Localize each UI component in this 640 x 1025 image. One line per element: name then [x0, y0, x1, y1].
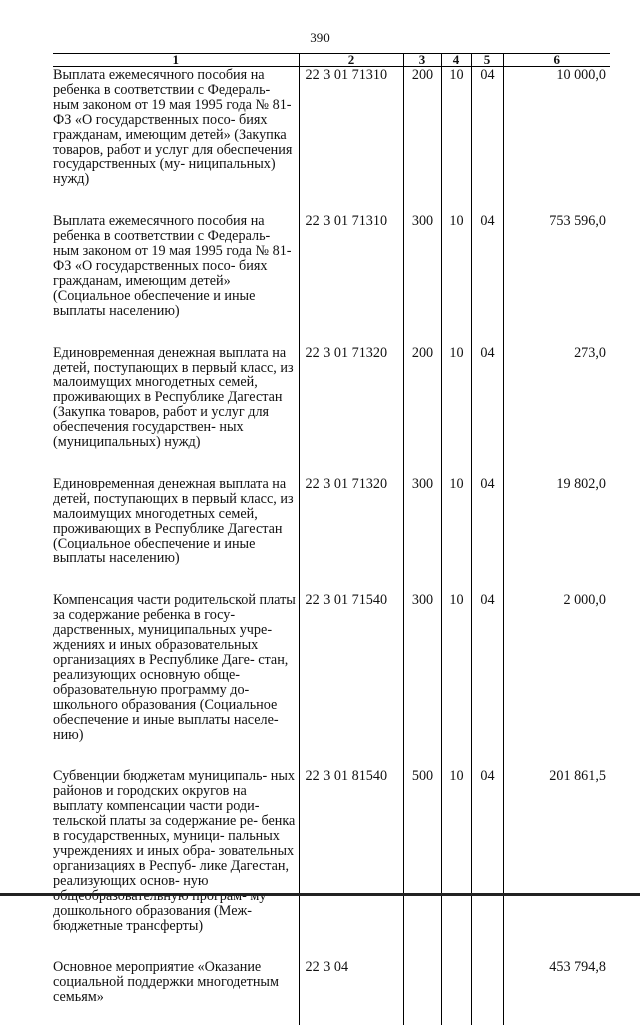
column-header: 1 [53, 54, 299, 67]
row-subsection: 04 [471, 67, 503, 214]
row-description: Выплата ежемесячного пособия на ребенка в соответствии с Федераль- ным законом от 19 мая 1995 года № 81-ФЗ «О государственных посо- биях гражданам, имеющим детей» (Закупка товаров, работ и услуг для обеспечения государственных (му- ниципальных) нужд) [53, 67, 293, 188]
row-expense-type: 200 [403, 67, 441, 214]
row-subsection: 04 [471, 476, 503, 592]
column-header: 3 [403, 54, 441, 67]
row-description: Субвенции бюджетам муниципаль- ных районов и городских округов на выплату компенсации части роди- тельской платы за содержание ре- бенка в государственных, муници- пальных учреждениях и иных обра- зовательных организациях в Респуб- лике Дагестан, реализующих основ- ную дошкольного образования (Меж- бюджетные трансферты) [53, 768, 296, 934]
row-subsection: 04 [471, 768, 503, 959]
page-number: 390 [310, 30, 330, 45]
table-row [53, 67, 610, 214]
row-expense-type: 300 [403, 213, 441, 344]
row-section: 10 [441, 213, 471, 344]
row-code: 22 3 01 81540 [299, 768, 403, 959]
row-expense-type: 300 [403, 476, 441, 592]
row-amount: 453 794,8 [503, 959, 610, 1025]
row-amount: 10 000,0 [503, 67, 610, 214]
row-expense-type: 500 [403, 768, 441, 959]
row-amount: 753 596,0 [503, 213, 610, 344]
row-subsection: 04 [471, 213, 503, 344]
column-header: 5 [471, 54, 503, 67]
row-code: 22 3 01 71320 [299, 345, 403, 476]
row-subsection: 04 [471, 592, 503, 768]
row-code: 22 3 01 71320 [299, 476, 403, 592]
bottom-scan-edge [0, 893, 640, 896]
row-section: 10 [441, 345, 471, 476]
column-header: 4 [441, 54, 471, 67]
column-header: 2 [299, 54, 403, 67]
row-code: 22 3 04 [299, 959, 403, 1025]
table-row [53, 213, 610, 344]
row-subsection [471, 959, 503, 1025]
row-section: 10 [441, 476, 471, 592]
table-header-row [53, 54, 610, 67]
row-description: Единовременная денежная выплата на детей, поступающих в первый класс, из малоимущих многодетных семей, проживающих в Республике Дагестан (Закупка товаров, работ и услуг для обеспечения государствен- ных (муниципальных) нужд) [53, 344, 294, 451]
row-amount: 2 000,0 [503, 592, 610, 768]
row-section: 10 [441, 592, 471, 768]
row-amount: 201 861,5 [503, 768, 610, 959]
table-row [53, 959, 610, 1025]
row-description: Компенсация части родительской платы за содержание ребенка в госу- дарственных, муниципальных учре- ждениях и иных образовательных организациях в Республике Даге- стан, реализующих основную обще- образовательную программу до- школьного образования (Социальное обеспечение и иные выплаты населе- нию) [53, 592, 296, 743]
row-code: 22 3 01 71540 [299, 592, 403, 768]
row-description: Выплата ежемесячного пособия на ребенка в соответствии с Федераль- ным законом от 19 мая 1995 года № 81-ФЗ «О государственных посо- биях гражданам, имеющим детей» (Социальное обеспечение и иные выплаты населению) [53, 213, 292, 319]
table-row [53, 592, 610, 768]
row-expense-type [403, 959, 441, 1025]
row-section [441, 959, 471, 1025]
column-header: 6 [503, 54, 610, 67]
row-description: Единовременная денежная выплата на детей, поступающих в первый класс, из малоимущих многодетных семей, проживающих в Республике Дагестан (Социальное обеспечение и иные выплаты населению) [53, 475, 294, 567]
table-row [53, 345, 610, 476]
row-amount: 19 802,0 [503, 476, 610, 592]
row-section: 10 [441, 768, 471, 959]
row-section: 10 [441, 67, 471, 214]
table-row [53, 768, 610, 959]
row-description: Основное мероприятие «Оказание социальной поддержки многодетным семьям» [53, 959, 279, 1006]
row-expense-type: 300 [403, 592, 441, 768]
table-row [53, 476, 610, 592]
row-expense-type: 200 [403, 345, 441, 476]
row-amount: 273,0 [503, 345, 610, 476]
row-subsection: 04 [471, 345, 503, 476]
row-code: 22 3 01 71310 [299, 213, 403, 344]
row-code: 22 3 01 71310 [299, 67, 403, 214]
budget-table [53, 53, 610, 1025]
